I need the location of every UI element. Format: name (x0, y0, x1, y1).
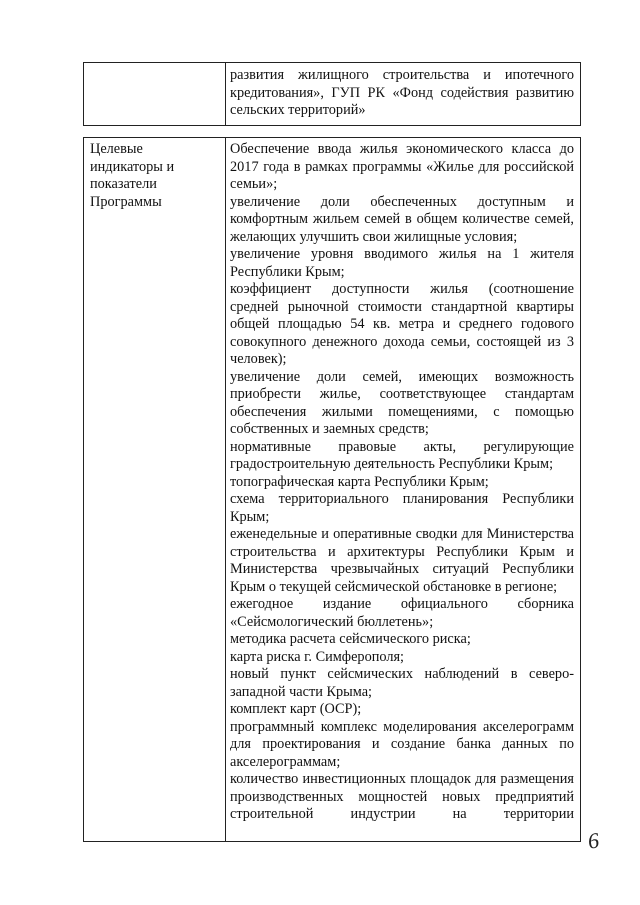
row-heading-line: индикаторы и (90, 158, 175, 175)
table-left-cell (90, 141, 220, 211)
indicator-paragraph: схема территориального планирования Республики Крым; (230, 491, 574, 525)
indicator-paragraph: новый пункт сейсмических наблюдений в северо-западной части Крыма; (230, 666, 574, 700)
indicator-paragraph: комплект карт (ОСР); (230, 701, 362, 717)
indicator-paragraph: количество инвестиционных площадок для размещения производственных мощностей новых предприятий строительной индустрии на территории (230, 771, 574, 822)
row-heading-line: показатели (90, 176, 157, 192)
text-line: сельских территорий» (230, 102, 366, 118)
indicator-paragraph: программный комплекс моделирования акселерограмм для проектирования и создание банка данных по акселерограммам; (230, 718, 574, 770)
indicator-paragraph: увеличение уровня вводимого жилья на 1 жителя Республики Крым; (230, 246, 574, 280)
indicator-paragraph: нормативные правовые акты, регулирующие градостроительную деятельность Республики Крым; (230, 438, 574, 472)
table-continuation (83, 62, 581, 126)
indicators-table (83, 137, 581, 842)
table-right-cell (230, 67, 574, 120)
row-heading-line: Программы (90, 193, 162, 210)
indicator-paragraph: еженедельные и оперативные сводки для Министерства строительства и архитектуры Республики Крым и Министерства чрезвычайных ситуаций Республики Крым о текущей сейсмической обстановке в регионе; (230, 526, 574, 595)
indicator-paragraph: топографическая карта Республики Крым; (230, 473, 489, 490)
indicator-paragraph: увеличение доли обеспеченных доступным и комфортным жильем семей в общем количестве семей, желающих улучшить свои жилищные условия; (230, 193, 574, 245)
page-number: 6 (586, 827, 601, 854)
text-line: развития жилищного строительства и ипотечного (230, 67, 574, 83)
table-right-cell (230, 141, 574, 824)
column-divider (225, 138, 226, 841)
indicator-paragraph: коэффициент доступности жилья (соотношение средней рыночной стоимости стандартной квартиры общей площадью 54 кв. метра и среднего годового совокупного денежного дохода семьи, состоящей из 3 человек); (230, 281, 574, 367)
indicator-paragraph: карта риска г. Симферополя; (230, 648, 405, 665)
row-heading-line: Целевые (90, 141, 143, 157)
column-divider (225, 63, 226, 125)
text-line: кредитования», ГУП РК «Фонд содействия развитию (230, 84, 574, 101)
indicator-paragraph: увеличение доли семей, имеющих возможность приобрести жилье, соответствующее стандартам обеспечения жилыми помещениями, с помощью собственных и заемных средств; (230, 368, 574, 437)
indicator-paragraph: методика расчета сейсмического риска; (230, 631, 471, 647)
indicator-paragraph: ежегодное издание официального сборника «Сейсмологический бюллетень»; (230, 596, 574, 630)
indicator-paragraph: Обеспечение ввода жилья экономического класса до 2017 года в рамках программы «Жилье для российской семьи»; (230, 141, 574, 192)
